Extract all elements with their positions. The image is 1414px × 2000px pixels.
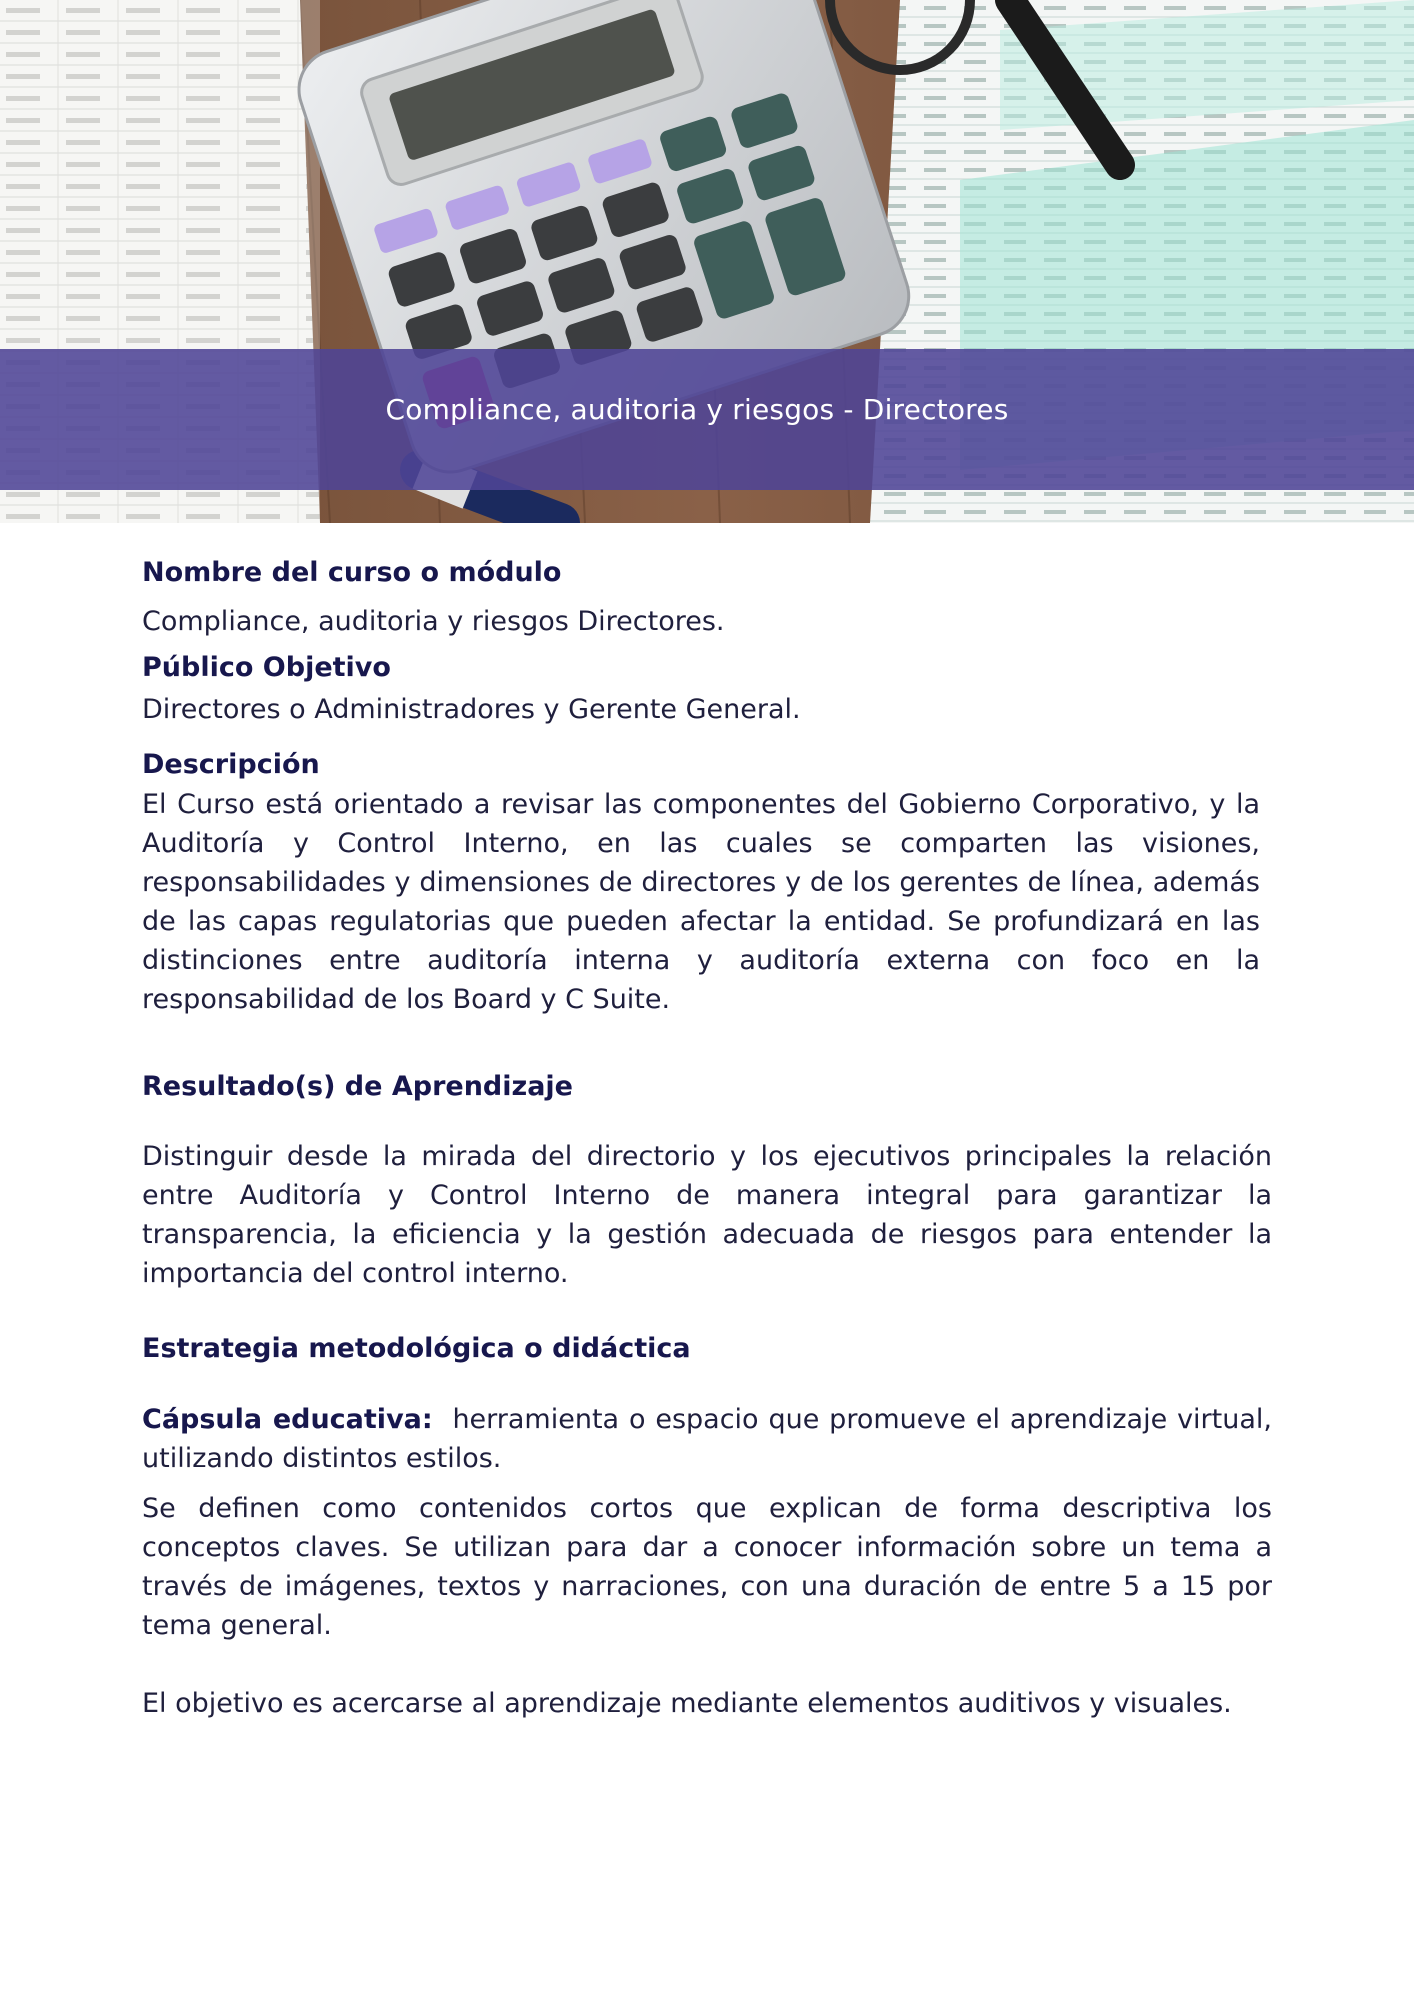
capsule-text: herramienta o espacio que promueve el aprendizaje virtual, utilizando distintos estilos.: [142, 1404, 1272, 1474]
audience-heading: Público Objetivo: [142, 652, 391, 683]
strategy-heading: Estrategia metodológica o didáctica: [142, 1333, 691, 1364]
capsule-paragraph: [142, 1400, 1272, 1478]
banner-title: Compliance, auditoria y riesgos - Directores: [385, 393, 1009, 426]
description-heading: Descripción: [142, 749, 320, 780]
description-text: El Curso está orientado a revisar las componentes del Gobierno Corporativo, y la Auditoría y Control Interno, en las cuales se comparten las visiones, responsabilidades y dimensiones de directores y de los gerentes de línea, además de las capas regulatorias que pueden afectar la entidad. Se profundizará en las distinciones entre auditoría interna y auditoría externa con foco en la responsabilidad de los Board y C Suite.: [142, 789, 1260, 1015]
audience-text: Directores o Administradores y Gerente General.: [142, 694, 801, 725]
course-name-text: Compliance, auditoria y riesgos Directores.: [142, 606, 725, 637]
course-content: [142, 555, 1272, 1723]
learning-outcomes-heading: Resultado(s) de Aprendizaje: [142, 1071, 573, 1102]
definition-text: Se definen como contenidos cortos que explican de forma descriptiva los conceptos claves. Se utilizan para dar a conocer información sobre un tema a través de imágenes, textos y narraciones, con una duración de entre 5 a 15 por tema general.: [142, 1493, 1272, 1641]
title-banner: [0, 349, 1414, 490]
course-name-heading: Nombre del curso o módulo: [142, 557, 562, 588]
capsule-label: Cápsula educativa:: [142, 1404, 433, 1435]
header-image: [0, 0, 1414, 523]
objective-text: El objetivo es acercarse al aprendizaje mediante elementos auditivos y visuales.: [142, 1688, 1232, 1719]
learning-outcomes-text: Distinguir desde la mirada del directorio y los ejecutivos principales la relación entre Auditoría y Control Interno de manera integral para garantizar la transparencia, la eficiencia y la gestión adecuada de riesgos para entender la importancia del control interno.: [142, 1141, 1272, 1289]
